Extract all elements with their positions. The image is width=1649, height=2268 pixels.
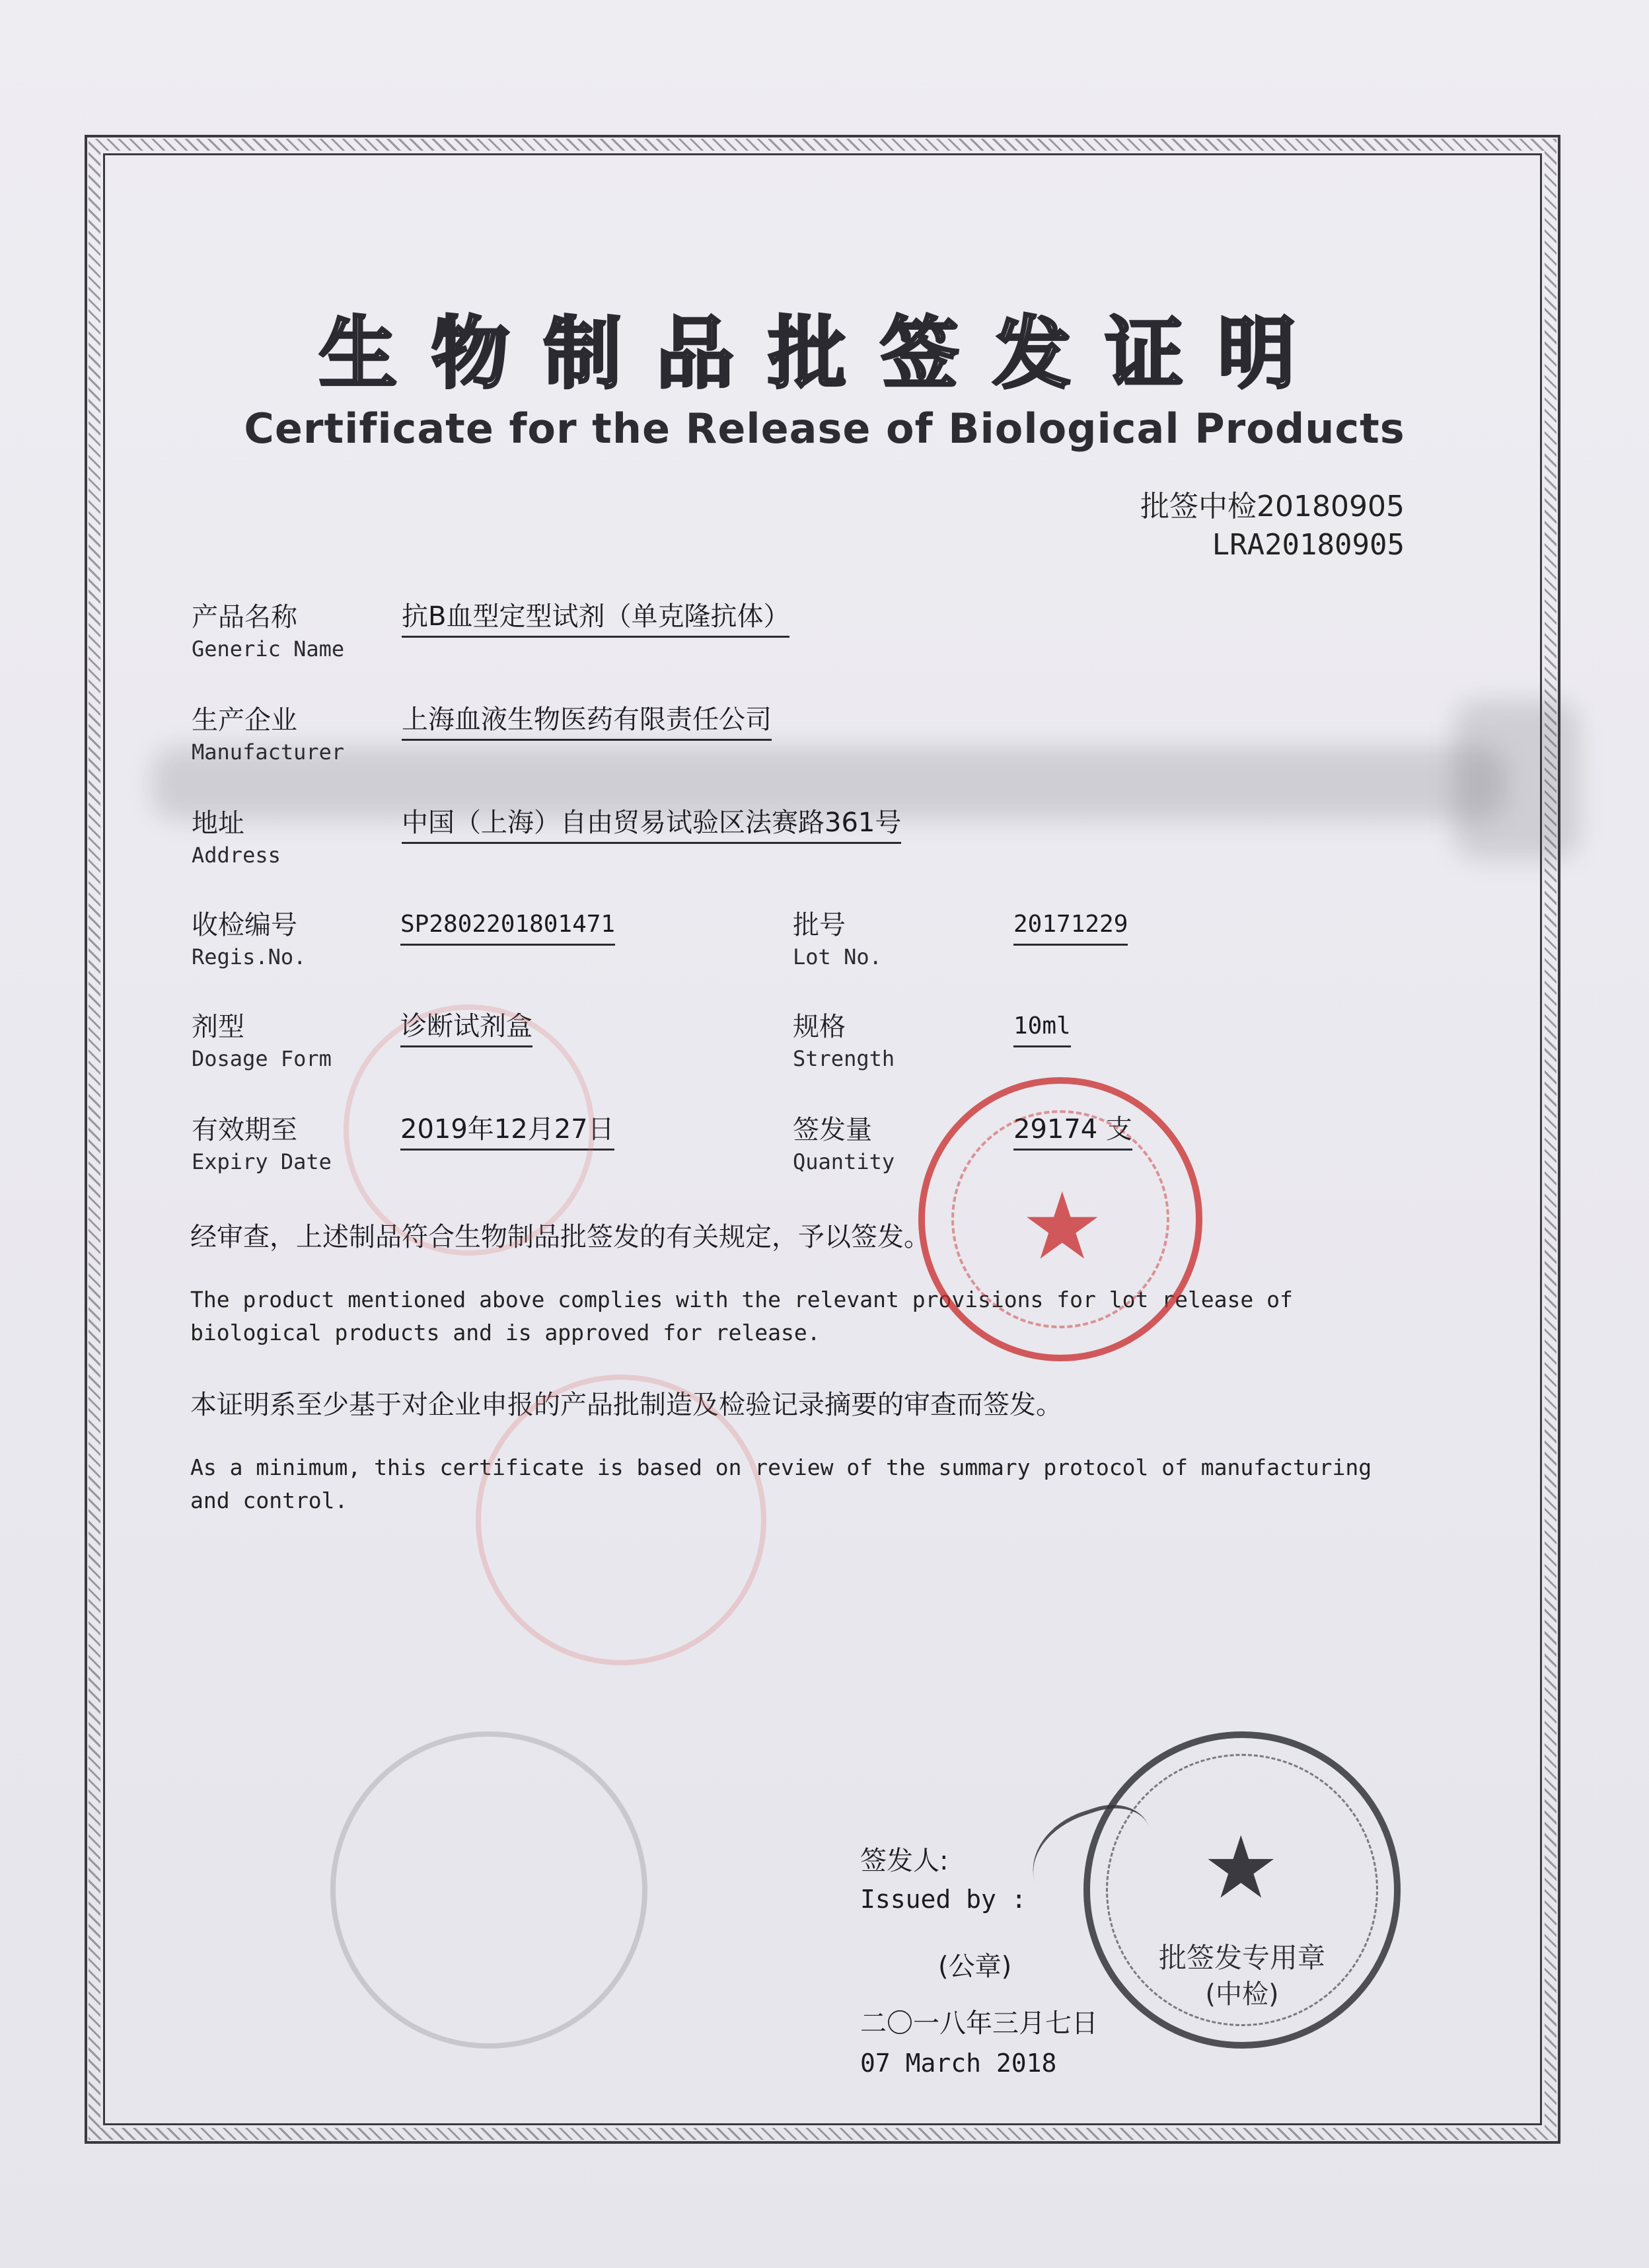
label-cn: 地址 [192, 808, 244, 839]
field-regis-no-label [192, 908, 306, 971]
field-strength-label [793, 1010, 895, 1073]
faint-seal-impression [344, 1004, 595, 1256]
approval-statement-cn: 经审查，上述制品符合生物制品批签发的有关规定，予以签发。 [190, 1222, 930, 1252]
label-en: Lot No. [793, 944, 882, 969]
field-manufacturer-label [192, 703, 344, 767]
label-cn: 规格 [793, 1012, 846, 1042]
label-en: Expiry Date [192, 1149, 332, 1174]
label-en: Regis.No. [192, 944, 307, 969]
field-dosage-form-label [192, 1010, 332, 1073]
seal-text-line2: (中检) [1205, 1979, 1279, 2010]
issue-date-cn: 二〇一八年三月七日 [860, 2008, 1098, 2039]
star-icon: ★ [1202, 1817, 1280, 1918]
address-value: 中国（上海）自由贸易试验区法赛路361号 [402, 806, 901, 844]
field-address-label [192, 806, 281, 870]
title-english: Certificate for the Release of Biological Products [244, 404, 1405, 453]
dosage-form-value: 诊断试剂盒 [400, 1010, 532, 1047]
basis-statement-cn: 本证明系至少基于对企业申报的产品批制造及检验记录摘要的审查而签发。 [190, 1390, 1062, 1420]
faint-seal-impression [476, 1375, 766, 1665]
manufacturer-value: 上海血液生物医药有限责任公司 [402, 703, 772, 741]
label-en: Dosage Form [192, 1046, 332, 1071]
field-lot-no-label [793, 908, 882, 971]
regis-no-value: SP2802201801471 [400, 908, 615, 946]
generic-name-value: 抗B血型定型试剂（单克隆抗体） [402, 600, 789, 638]
label-cn: 有效期至 [192, 1115, 297, 1145]
label-en: Address [192, 843, 281, 868]
star-icon: ★ [1021, 1173, 1104, 1281]
label-cn: 产品名称 [192, 602, 297, 632]
label-en: Generic Name [192, 636, 345, 662]
label-en: Quantity [793, 1149, 895, 1174]
approval-statement-en: The product mentioned above complies with the relevant provisions for lot release of biological products and is approved for release. [190, 1287, 1293, 1345]
strength-value: 10ml [1013, 1010, 1071, 1047]
field-quantity-label [793, 1113, 895, 1176]
label-cn: 生产企业 [192, 705, 297, 736]
basis-statement-en: As a minimum, this certificate is based on review of the summary protocol of manufacturing and control. [190, 1455, 1372, 1513]
label-cn: 签发量 [793, 1115, 872, 1145]
label-cn: 批号 [793, 910, 846, 940]
official-release-seal [1083, 1731, 1401, 2049]
label-en: Strength [793, 1046, 895, 1071]
lot-no-value: 20171229 [1013, 908, 1128, 946]
issue-date-en: 07 March 2018 [860, 2049, 1057, 2078]
certificate-number-cn: 批签中检20180905 [1140, 490, 1405, 523]
seal-text-line1: 批签发专用章 [1158, 1942, 1325, 1974]
official-seal-note: (公章) [938, 1951, 1012, 1982]
certificate-number-en: LRA20180905 [1212, 528, 1405, 562]
label-en: Manufacturer [192, 739, 345, 765]
certificate-number [1140, 488, 1405, 564]
label-cn: 收检编号 [192, 910, 297, 940]
title-chinese: 生物制品批签发证明 [318, 308, 1330, 399]
red-company-seal [918, 1077, 1202, 1361]
field-expiry-date-label [192, 1113, 332, 1176]
label-cn: 剂型 [192, 1012, 244, 1042]
quantity-value: 29174 支 [1013, 1113, 1132, 1151]
issued-by-label-cn: 签发人: [860, 1846, 949, 1876]
faint-seal-impression [330, 1731, 647, 2049]
field-generic-name-label [192, 600, 344, 663]
issued-by-label-en: Issued by : [860, 1885, 1027, 1914]
expiry-date-value: 2019年12月27日 [400, 1113, 614, 1151]
